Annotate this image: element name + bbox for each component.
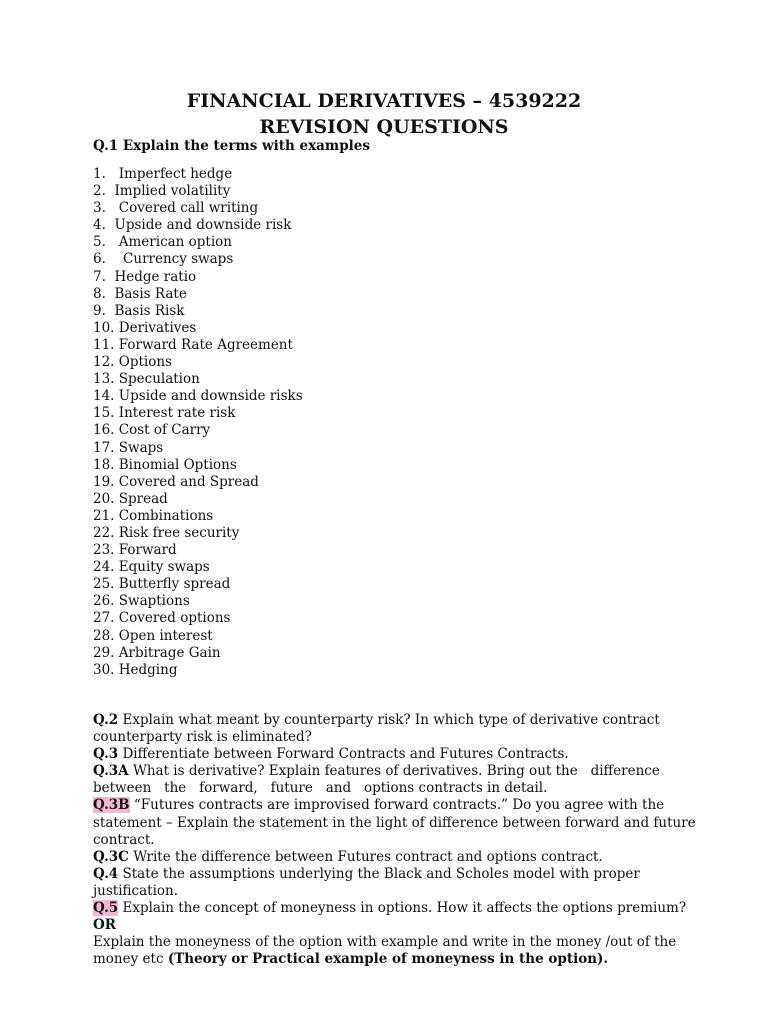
question-3: [93, 746, 678, 763]
list-item: 6. Currency swaps: [93, 251, 234, 268]
list-item: 22. Risk free security: [93, 524, 240, 541]
document-subtitle: REVISION QUESTIONS: [259, 116, 509, 138]
list-item: 1. Imperfect hedge: [93, 166, 233, 182]
question-label-highlighted: Q.3B: [93, 797, 130, 814]
question-label-highlighted: Q.5: [93, 900, 119, 917]
question-5-alternative-continued: [93, 951, 678, 968]
question-5: [93, 900, 687, 917]
question-3b-continued: contract.: [93, 831, 155, 848]
terms-list: [93, 166, 303, 679]
question-3a: [93, 763, 678, 780]
list-item: 8. Basis Rate: [93, 285, 187, 302]
list-item: 19. Covered and Spread: [93, 473, 259, 490]
question-4-continued: justification.: [93, 882, 179, 899]
question-3b: [93, 797, 678, 814]
list-item: 13. Speculation: [93, 371, 200, 388]
document-title: FINANCIAL DERIVATIVES – 4539222: [186, 90, 582, 112]
question-text: Write the difference between Futures contract and options contract.: [128, 848, 603, 865]
question-text: money etc: [93, 951, 168, 968]
question-label: Q.4: [93, 865, 119, 882]
list-item: 24. Equity swaps: [93, 559, 210, 576]
list-item: 17. Swaps: [93, 439, 164, 456]
list-item: 26. Swaptions: [93, 593, 190, 610]
question-2-continued: counterparty risk is eliminated?: [93, 729, 312, 746]
question-5-alternative: Explain the moneyness of the option with example and write in the money /out of the: [93, 934, 677, 951]
list-item: 5. American option: [93, 234, 232, 251]
question-3b-continued: statement – Explain the statement in the light of difference between forward and future: [93, 814, 696, 831]
list-item: 11. Forward Rate Agreement: [93, 336, 293, 353]
list-item: 7. Hedge ratio: [93, 268, 197, 285]
question-label: Q.3A: [93, 763, 129, 780]
question-label: Q.3C: [93, 848, 129, 865]
question-2: [93, 712, 678, 729]
question-note-bold: (Theory or Practical example of moneyness in the option).: [167, 951, 609, 968]
list-item: 30. Hedging: [93, 661, 178, 678]
list-item: 23. Forward: [93, 542, 177, 559]
question-4: [93, 866, 678, 883]
question-3c: [93, 849, 678, 866]
list-item: 18. Binomial Options: [93, 456, 237, 473]
list-item: 15. Interest rate risk: [93, 405, 236, 422]
list-item: 16. Cost of Carry: [93, 422, 211, 439]
list-item: 21. Combinations: [93, 507, 214, 524]
list-item: 28. Open interest: [93, 627, 213, 644]
list-item: 4. Upside and downside risk: [93, 217, 292, 234]
list-item: 10. Derivatives: [93, 319, 197, 336]
question-label: Q.2: [93, 712, 119, 728]
question-3a-continued: between the forward, future and options contracts in detail.: [93, 780, 548, 797]
list-item: 20. Spread: [93, 490, 168, 507]
list-item: 14. Upside and downside risks: [93, 388, 303, 405]
questions-section: [93, 712, 696, 968]
list-item: 2. Implied volatility: [93, 183, 231, 200]
question-text: What is derivative? Explain features of derivatives. Bring out the difference: [128, 763, 660, 780]
or-separator: OR: [93, 917, 116, 934]
question-text: Differentiate between Forward Contracts and Futures Contracts.: [118, 746, 569, 763]
question-text: State the assumptions underlying the Black and Scholes model with proper: [118, 865, 640, 882]
list-item: 9. Basis Risk: [93, 302, 185, 319]
question-text: Explain the concept of moneyness in options. How it affects the options premium?: [118, 900, 687, 917]
question-label: Q.3: [93, 746, 119, 763]
list-item: 25. Butterfly spread: [93, 576, 231, 593]
list-item: 12. Options: [93, 354, 172, 371]
question-1-heading: Q.1 Explain the terms with examples: [93, 138, 370, 154]
question-text: “Futures contracts are improvised forward contracts.” Do you agree with the: [129, 797, 665, 814]
list-item: 3. Covered call writing: [93, 200, 259, 217]
question-text: Explain what meant by counterparty risk? In which type of derivative contract: [118, 712, 660, 728]
list-item: 27. Covered options: [93, 610, 231, 627]
list-item: 29. Arbitrage Gain: [93, 644, 221, 661]
